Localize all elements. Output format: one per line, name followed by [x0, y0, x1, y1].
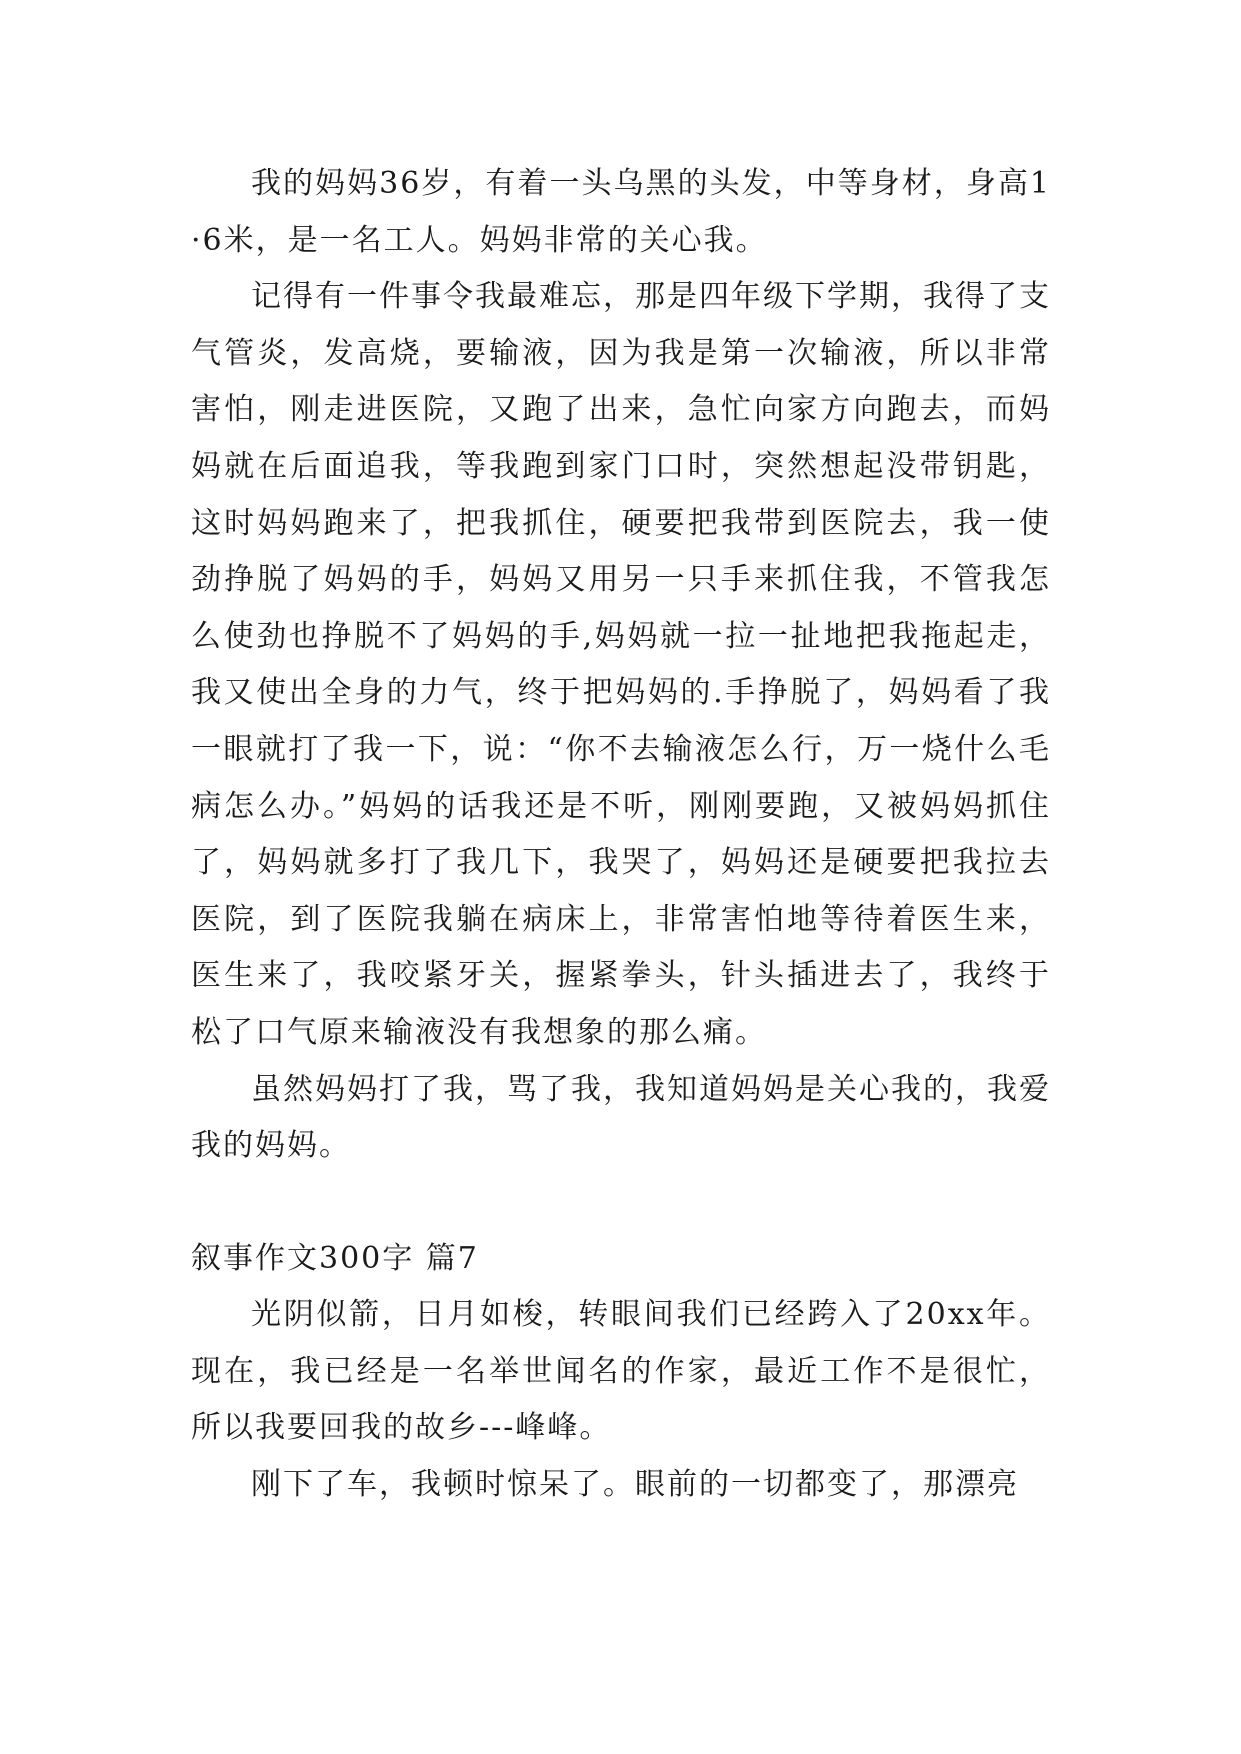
section-title: 叙事作文300字 篇7 — [191, 1240, 479, 1276]
paragraph-opening: 光阴似箭，日月如梭，转眼间我们已经跨入了20xx年。现在，我已经是一名举世闻名的作家，最近工作不是很忙，所以我要回我的故乡---峰峰。 — [191, 1297, 1051, 1446]
paragraph-arrival: 刚下了车，我顿时惊呆了。眼前的一切都变了，那漂亮 — [251, 1467, 1019, 1503]
paragraph-story: 记得有一件事令我最难忘，那是四年级下学期，我得了支气管炎，发高烧，要输液，因为我是第一次输液，所以非常害怕，刚走进医院，又跑了出来，急忙向家方向跑去，而妈妈就在后面追我，等我跑到家门口时，突然想起没带钥匙，这时妈妈跑来了，把我抓住，硬要把我带到医院去，我一使劲挣脱了妈妈的手，妈妈又用另一只手来抓住我，不管我怎么使劲也挣脱不了妈妈的手,妈妈就一拉一扯地把我拖起走，我又使出全身的力气，终于把妈妈的.手挣脱了，妈妈看了我一眼就打了我一下，说：“你不去输液怎么行，万一烧什么毛病怎么办。”妈妈的话我还是不听，刚刚要跑，又被妈妈抓住了，妈妈就多打了我几下，我哭了，妈妈还是硬要把我拉去医院，到了医院我躺在病床上，非常害怕地等待着医生来，医生来了，我咬紧牙关，握紧拳头，针头插进去了，我终于松了口气原来输液没有我想象的那么痛。 — [191, 279, 1051, 1050]
paragraph-intro: 我的妈妈36岁，有着一头乌黑的头发，中等身材，身高1·6米，是一名工人。妈妈非常的关心我。 — [191, 166, 1051, 258]
paragraph-conclusion: 虽然妈妈打了我，骂了我，我知道妈妈是关心我的，我爱我的妈妈。 — [191, 1071, 1051, 1164]
document-page — [191, 156, 1051, 1514]
